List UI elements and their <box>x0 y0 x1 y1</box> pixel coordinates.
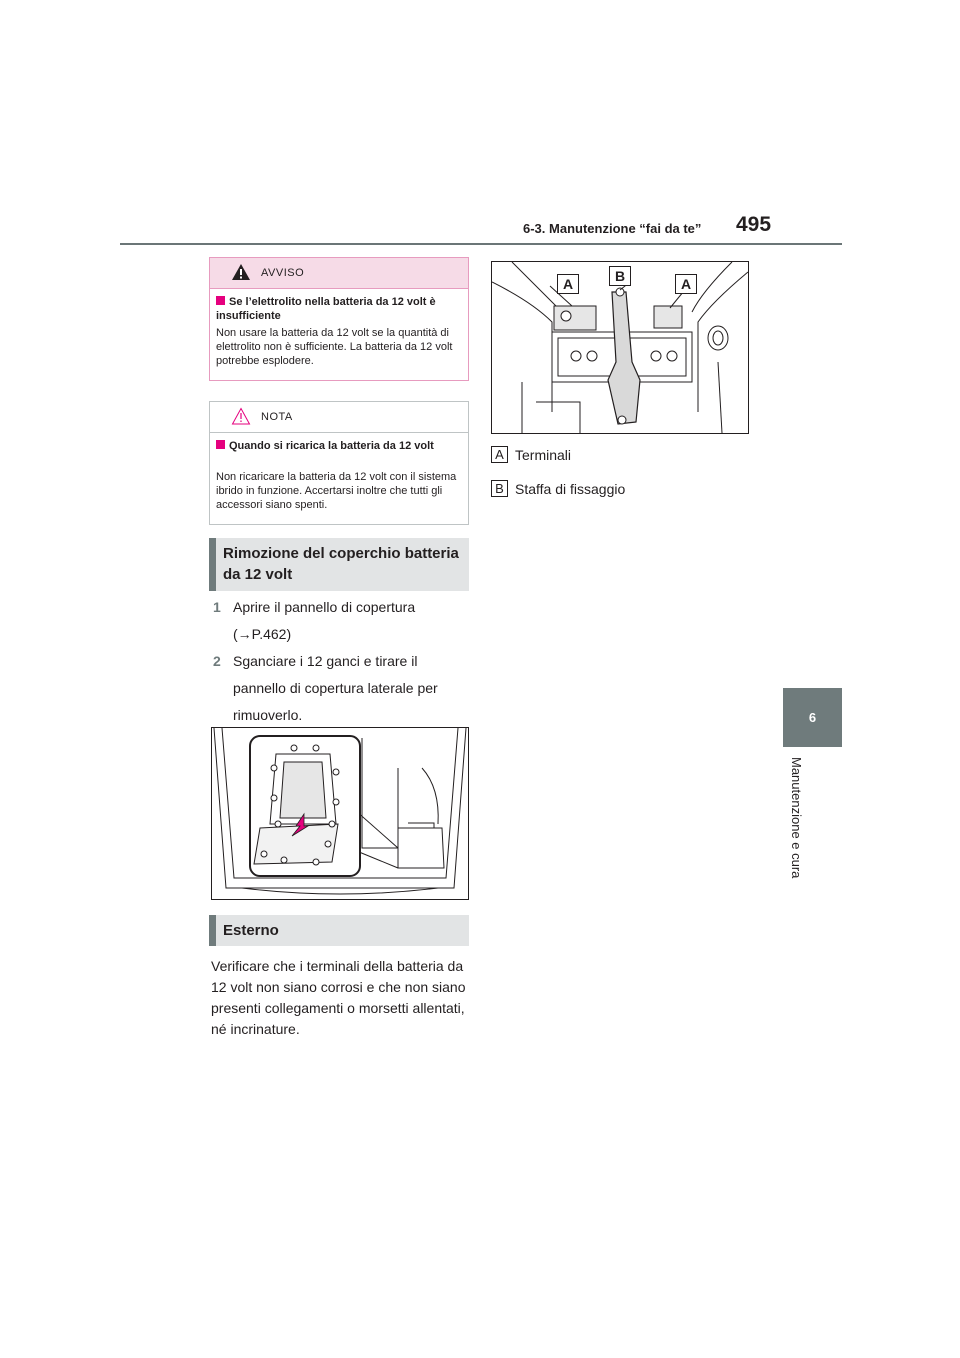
exterior-paragraph: Verificare che i terminali della batteria da 12 volt non siano corrosi e che non siano presenti collegamenti o morsetti allentati, né incrinature. <box>211 958 466 1037</box>
bullet-square-icon <box>216 440 225 449</box>
page-number: 495 <box>736 213 772 236</box>
step-number: 1 <box>213 599 221 615</box>
battery-drawing <box>492 262 748 433</box>
legend-key-a: A <box>491 446 508 463</box>
callout-a-left: A <box>557 274 579 294</box>
callout-a-right: A <box>675 274 697 294</box>
section-title-exterior: Esterno <box>209 915 469 946</box>
warning-title: AVVISO <box>261 267 305 279</box>
warning-body: Non usare la batteria da 12 volt se la quantità di elettrolito non è sufficiente. La batteria da 12 volt potrebbe esplodere. <box>216 327 453 367</box>
note-title: NOTA <box>261 411 293 423</box>
step-text: Aprire il pannello di copertura (→P.462) <box>233 599 416 642</box>
note-header <box>210 402 468 433</box>
note-subtitle: Quando si ricarica la batteria da 12 volt <box>216 439 456 453</box>
warning-header <box>210 258 468 289</box>
callout-b: B <box>609 266 631 286</box>
section-title-removal: Rimozione del coperchio batteria da 12 volt <box>209 538 469 591</box>
step-2 <box>213 648 473 729</box>
warning-triangle-icon <box>231 263 251 281</box>
legend-label-bracket: Staffa di fissaggio <box>515 481 626 497</box>
legend-label-terminals: Terminali <box>515 447 572 463</box>
bullet-square-icon <box>216 296 225 305</box>
header-rule <box>120 243 842 245</box>
trunk-drawing <box>212 728 468 899</box>
caution-triangle-icon <box>231 407 251 425</box>
magnified-inset <box>250 736 360 876</box>
running-header-section: 6-3. Manutenzione “fai da te” <box>523 221 702 236</box>
warning-box <box>209 257 469 381</box>
chapter-title-vertical: Manutenzione e cura <box>789 757 804 879</box>
step-1 <box>213 594 473 648</box>
step-number: 2 <box>213 653 221 669</box>
note-box <box>209 401 469 525</box>
warning-subtitle: Se l’elettrolito nella batteria da 12 volt è insufficiente <box>216 296 436 322</box>
trunk-cover-illustration <box>211 727 469 900</box>
note-body: Non ricaricare la batteria da 12 volt con il sistema ibrido in funzione. Accertarsi inoltre che tutti gli accessori siano spenti. <box>216 471 457 511</box>
battery-illustration <box>491 261 749 434</box>
legend-key-b: B <box>491 480 508 497</box>
step-text: Sganciare i 12 ganci e tirare il pannello di copertura laterale per rimuoverlo. <box>233 653 438 723</box>
chapter-tab: 6 <box>783 688 842 747</box>
